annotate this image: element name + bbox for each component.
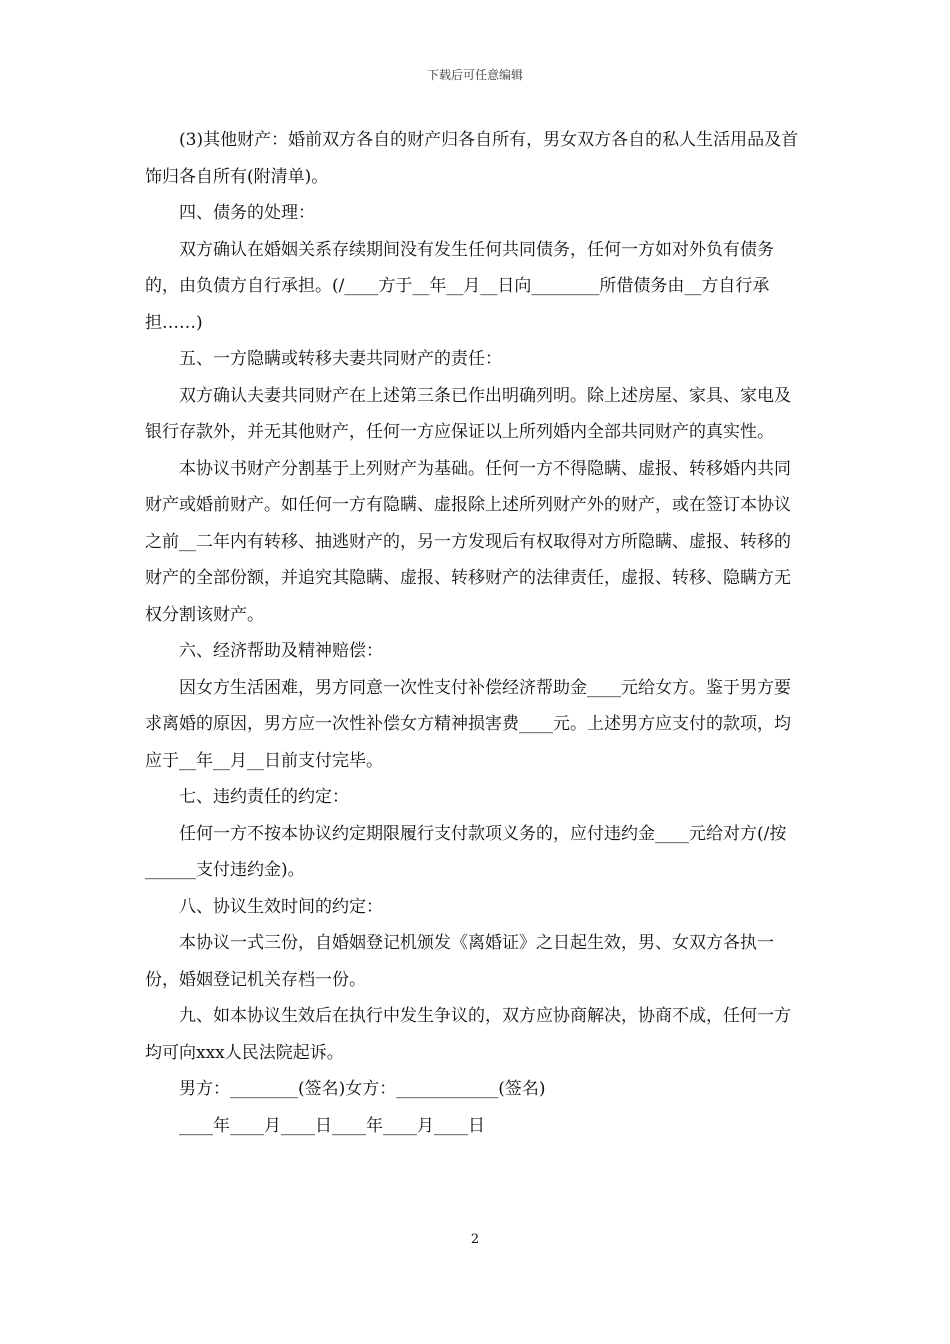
section-heading-debts: 四、债务的处理： (179, 203, 315, 223)
signature-line: 男方：________(签名)女方：____________(签名) (179, 1079, 546, 1099)
page-number: 2 (470, 1232, 480, 1247)
document-body (145, 122, 807, 1144)
paragraph-dispute: 九、如本协议生效后在执行中发生争议的，双方应协商解决，协商不成，任何一方均可向xxx人民法院起诉。 (145, 1006, 791, 1063)
paragraph-other-property: (3)其他财产：婚前双方各自的财产归各自所有，男女双方各自的私人生活用品及首饰归各自所有(附清单)。 (145, 130, 799, 187)
paragraph-effective-date: 本协议一式三份，自婚姻登记机颁发《离婚证》之日起生效，男、女双方各执一份，婚姻登记机关存档一份。 (145, 933, 774, 990)
paragraph-concealment-2: 本协议书财产分割基于上列财产为基础。任何一方不得隐瞒、虚报、转移婚内共同财产或婚前财产。如任何一方有隐瞒、虚报除上述所列财产外的财产，或在签订本协议之前__二年内有转移、抽逃财产的，另一方发现后有权取得对方所隐瞒、虚报、转移的财产的全部份额，并追究其隐瞒、虚报、转移财产的法律责任，虚报、转移、隐瞒方无权分割该财产。 (145, 458, 791, 625)
paragraph-compensation: 因女方生活困难，男方同意一次性支付补偿经济帮助金____元给女方。鉴于男方要求离婚的原因，男方应一次性补偿女方精神损害费____元。上述男方应支付的款项，均应于__年__月__日前支付完毕。 (145, 677, 791, 771)
section-heading-compensation: 六、经济帮助及精神赔偿： (179, 641, 383, 661)
paragraph-concealment-1: 双方确认夫妻共同财产在上述第三条已作出明确列明。除上述房屋、家具、家电及银行存款外，并无其他财产，任何一方应保证以上所列婚内全部共同财产的真实性。 (145, 385, 791, 442)
date-line: ____年____月____日____年____月____日 (179, 1115, 485, 1136)
page-header: 下载后可任意编辑 (426, 68, 523, 82)
paragraph-breach: 任何一方不按本协议约定期限履行支付款项义务的，应付违约金____元给对方(/按______支付违约金)。 (145, 823, 787, 880)
paragraph-debts: 双方确认在婚姻关系存续期间没有发生任何共同债务，任何一方如对外负有债务的，由负债方自行承担。(/____方于__年__月__日向________所借债务由__方自行承担……) (145, 239, 774, 333)
section-heading-concealment: 五、一方隐瞒或转移夫妻共同财产的责任： (179, 349, 502, 369)
section-heading-breach: 七、违约责任的约定： (179, 787, 349, 807)
section-heading-effective-date: 八、协议生效时间的约定： (179, 896, 383, 917)
